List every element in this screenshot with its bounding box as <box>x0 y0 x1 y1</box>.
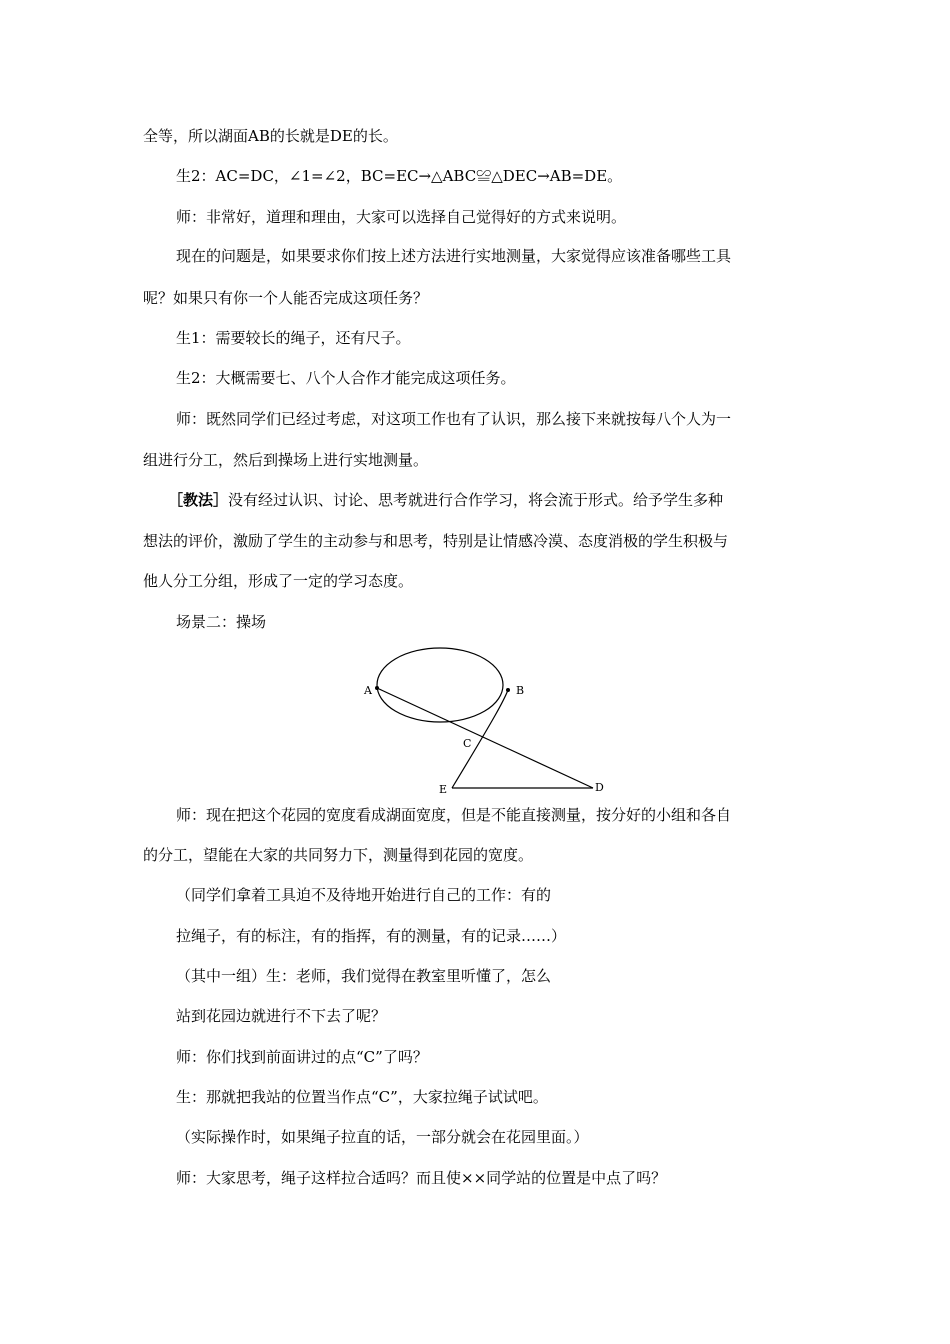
paragraph-line: 组进行分工，然后到操场上进行实地测量。 <box>143 451 429 469</box>
paragraph-line: 想法的评价，激励了学生的主动参与和思考，特别是让情感冷漠、态度消极的学生积极与 <box>143 532 729 550</box>
paragraph-line: 生1：需要较长的绳子，还有尺子。 <box>176 329 411 347</box>
paragraph-line: 生2：大概需要七、八个人合作才能完成这项任务。 <box>176 369 516 387</box>
paragraph-line: 他人分工分组，形成了一定的学习态度。 <box>143 572 414 590</box>
paragraph-line: 站到花园边就进行不下去了呢？ <box>176 1007 387 1025</box>
paragraph-line: 现在的问题是，如果要求你们按上述方法进行实地测量，大家觉得应该准备哪些工具 <box>176 247 732 265</box>
paragraph-line: 师：非常好，道理和理由，大家可以选择自己觉得好的方式来说明。 <box>176 208 627 226</box>
label-d: D <box>595 781 604 794</box>
paragraph-line: 生2：AC=DC，∠1=∠2，BC=EC→△ABC≌△DEC→AB=DE。 <box>176 167 623 185</box>
teaching-method-line <box>168 490 723 510</box>
point-b <box>506 688 510 692</box>
label-a: A <box>364 684 372 697</box>
paragraph-line: 拉绳子，有的标注，有的指挥，有的测量，有的记录……） <box>176 927 567 945</box>
paragraph-line: 的分工，望能在大家的共同努力下，测量得到花园的宽度。 <box>143 846 534 864</box>
point-a <box>375 686 379 690</box>
paragraph-line: 师：大家思考，绳子这样拉合适吗？而且使××同学站的位置是中点了吗？ <box>176 1169 667 1187</box>
paragraph-line: 生：那就把我站的位置当作点“C”，大家拉绳子试试吧。 <box>176 1088 548 1106</box>
section-heading: 场景二：操场 <box>176 613 267 631</box>
segment-be <box>452 690 508 788</box>
paragraph-line: （实际操作时，如果绳子拉直的话，一部分就会在花园里面。） <box>176 1128 589 1146</box>
garden-ellipse <box>377 648 503 722</box>
paragraph-line: 师：现在把这个花园的宽度看成湖面宽度，但是不能直接测量，按分好的小组和各自 <box>176 806 732 824</box>
paragraph-line: （同学们拿着工具迫不及待地开始进行自己的工作：有的 <box>176 886 552 904</box>
paragraph-line: 呢？如果只有你一个人能否完成这项任务？ <box>143 289 429 307</box>
label-c: C <box>463 737 472 750</box>
label-e: E <box>439 783 448 796</box>
paragraph-text: 没有经过认识、讨论、思考就进行合作学习，将会流于形式。给予学生多种 <box>228 491 724 509</box>
geometry-diagram <box>350 640 620 800</box>
paragraph-line: 全等，所以湖面AB的长就是DE的长。 <box>143 127 398 145</box>
paragraph-line: （其中一组）生：老师，我们觉得在教室里听懂了，怎么 <box>176 967 552 985</box>
paragraph-line: 师：既然同学们已经过考虑，对这项工作也有了认识，那么接下来就按每八个人为一 <box>176 410 732 428</box>
label-b: B <box>516 684 525 697</box>
segment-ad <box>377 688 593 788</box>
teaching-method-label: ［教法］ <box>168 491 229 509</box>
paragraph-line: 师：你们找到前面讲过的点“C”了吗？ <box>176 1048 428 1066</box>
